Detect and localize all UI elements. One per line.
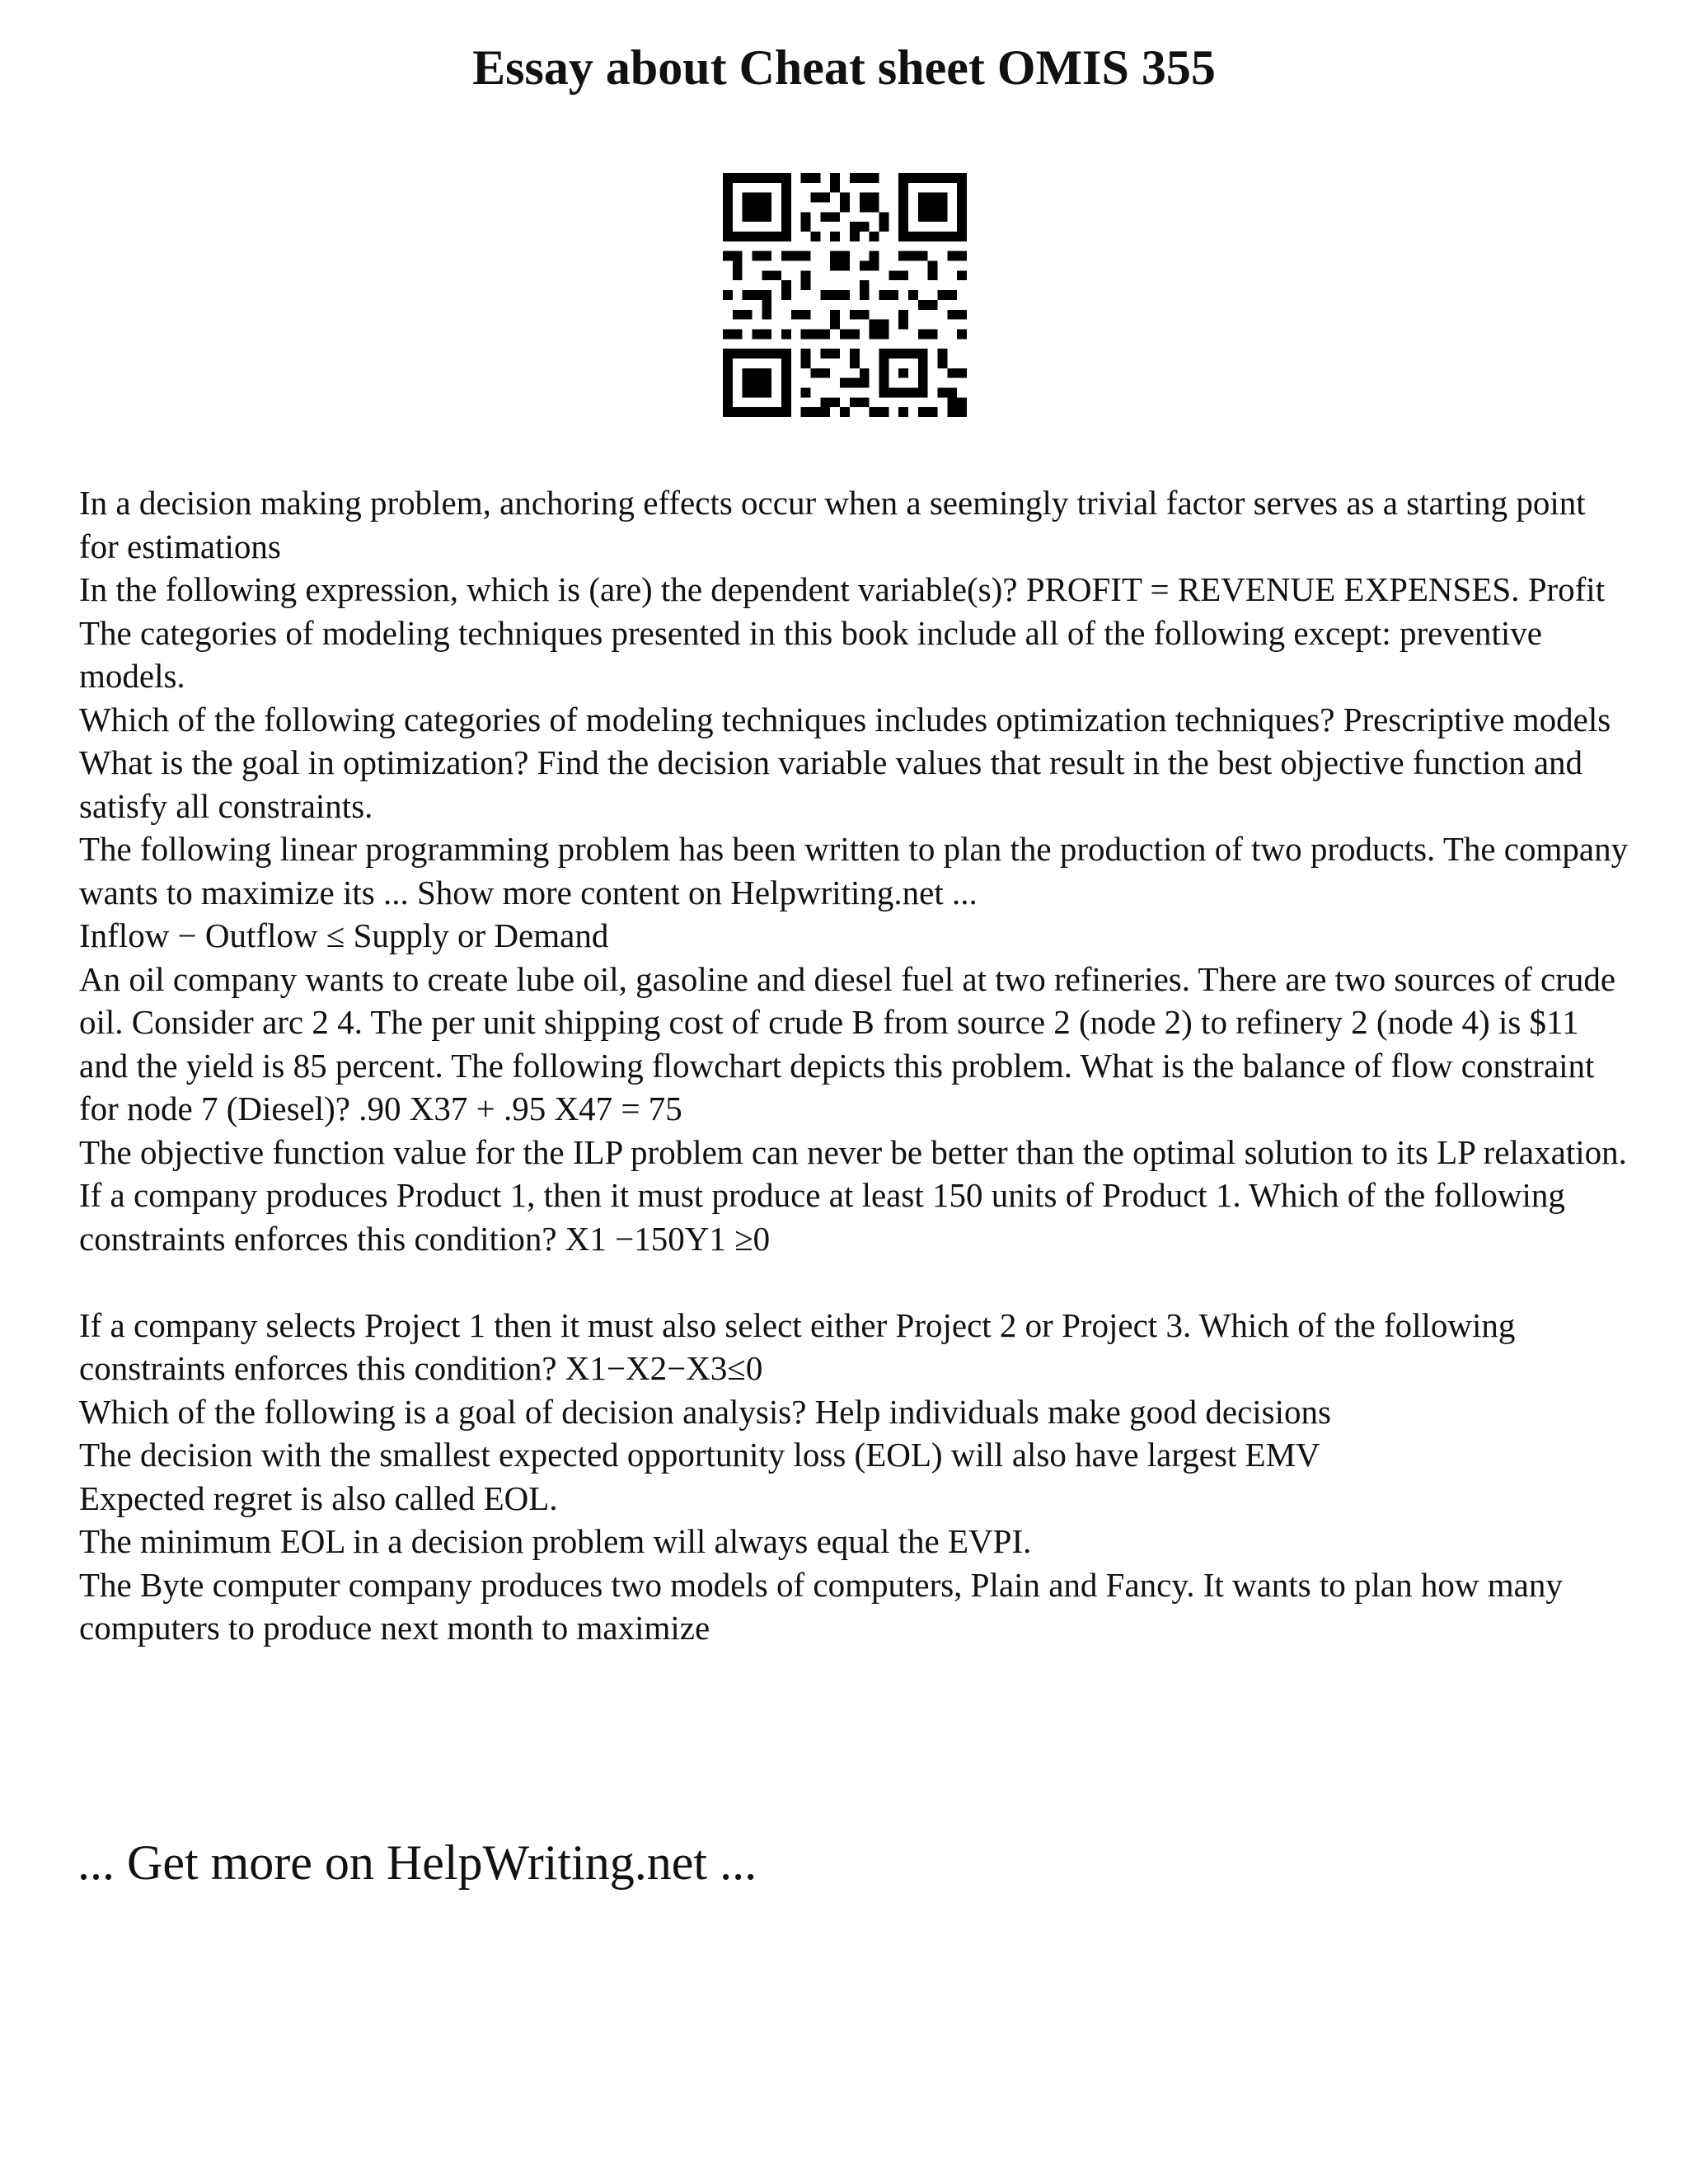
paragraph: In the following expression, which is (are) the dependent variable(s)? PROFIT = REVENUE EXPENSES. Profit <box>79 570 1606 608</box>
paragraph: If a company produces Product 1, then it must produce at least 150 units of Product 1. Which of the following constraints enforces this condition? X1 −150Y1 ≥0 <box>79 1176 1565 1258</box>
paragraph-spacer <box>79 1260 1629 1304</box>
paragraph: Expected regret is also called EOL. <box>79 1479 558 1517</box>
paragraph: The categories of modeling techniques presented in this book include all of the following except: preventive models. <box>79 613 1542 695</box>
paragraph: Inflow − Outflow ≤ Supply or Demand <box>79 916 609 954</box>
paragraph: The following linear programming problem has been written to plan the production of two products. The company wants to maximize its ... Show more content on Helpwriting.net ... <box>79 830 1629 912</box>
paragraph: In a decision making problem, anchoring effects occur when a seemingly trivial factor serves as a starting point for estimations <box>79 484 1586 565</box>
paragraph: Which of the following is a goal of decision analysis? Help individuals make good decisions <box>79 1392 1331 1431</box>
paragraph: The objective function value for the ILP problem can never be better than the optimal solution to its LP relaxation. <box>79 1132 1627 1171</box>
paragraph: If a company selects Project 1 then it must also select either Project 2 or Project 3. Which of the following constraints enforces this condition? X1−X2−X3≤0 <box>79 1305 1516 1387</box>
qr-code-icon <box>723 173 967 417</box>
paragraph: The Byte computer company produces two models of computers, Plain and Fancy. It wants to plan how many computers to produce next month to maximize <box>79 1565 1563 1647</box>
paragraph: The minimum EOL in a decision problem will always equal the EVPI. <box>79 1522 1032 1560</box>
document-body <box>79 481 1629 1650</box>
paragraph: Which of the following categories of modeling techniques includes optimization techniques? Prescriptive models <box>79 700 1611 738</box>
document-title: Essay about Cheat sheet OMIS 355 <box>472 40 1216 95</box>
paragraph: An oil company wants to create lube oil, gasoline and diesel fuel at two refineries. There are two sources of crude oil. Consider arc 2 4. The per unit shipping cost of crude B from source 2 (node 2) to refinery 2 (node 4) is $11 and the yield is 85 percent. The following flowchart depicts this problem. What is the balance of flow constraint for node 7 (Diesel)? .90 X37 + .95 X47 = 75 <box>79 959 1616 1127</box>
paragraph: What is the goal in optimization? Find the decision variable values that result in the best objective function and satisfy all constraints. <box>79 743 1583 825</box>
paragraph: The decision with the smallest expected opportunity loss (EOL) will also have largest EMV <box>79 1436 1320 1474</box>
get-more-link[interactable]: ... Get more on HelpWriting.net ... <box>77 1835 757 1890</box>
